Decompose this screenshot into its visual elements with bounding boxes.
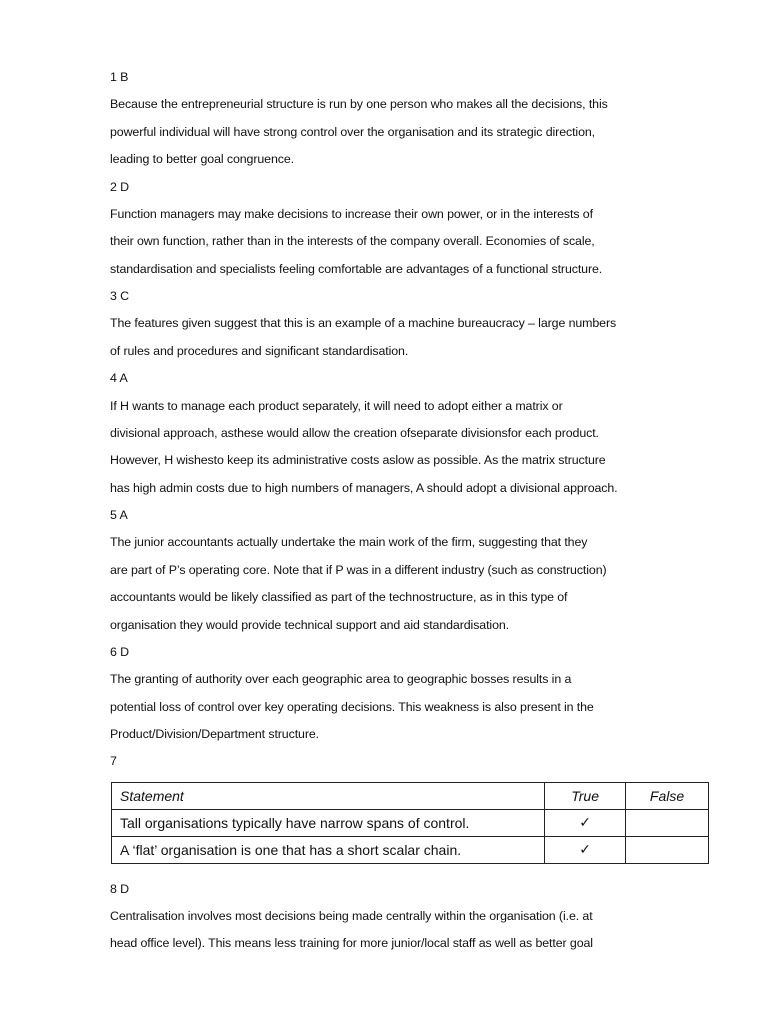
answer-text-line: accountants would be likely classified as part of the technostructure, as in this type of — [110, 590, 568, 604]
false-cell — [626, 810, 709, 837]
answer-text-line: Product/Division/Department structure. — [110, 727, 319, 741]
true-header: True — [545, 783, 626, 810]
table-row — [112, 837, 709, 864]
answer-text-line: are part of P’s operating core. Note that if P was in a different industry (such as construction) — [110, 563, 607, 577]
answer-heading-4: 4 A — [110, 371, 128, 385]
table-row — [112, 810, 709, 837]
true-check-icon: ✓ — [545, 810, 626, 837]
answer-text-line: Function managers may make decisions to increase their own power, or in the interests of — [110, 207, 593, 221]
answer-text-line: The junior accountants actually undertake the main work of the firm, suggesting that they — [110, 535, 588, 549]
false-header: False — [626, 783, 709, 810]
answer-text-line: standardisation and specialists feeling comfortable are advantages of a functional structure. — [110, 262, 603, 276]
answer-heading-7: 7 — [110, 754, 117, 768]
answer-heading-6: 6 D — [110, 645, 129, 659]
answer-text-line: potential loss of control over key operating decisions. This weakness is also present in the — [110, 700, 594, 714]
answer-text-line: leading to better goal congruence. — [110, 152, 294, 166]
true-false-table — [111, 782, 709, 864]
answer-text-line: divisional approach, asthese would allow the creation ofseparate divisionsfor each product. — [110, 426, 599, 440]
table-header-row — [112, 783, 709, 810]
answer-text-line: Because the entrepreneurial structure is run by one person who makes all the decisions, this — [110, 97, 608, 111]
statement-header: Statement — [112, 783, 545, 810]
answer-text-line: The features given suggest that this is an example of a machine bureaucracy – large numbers — [110, 316, 617, 330]
answer-text-line: has high admin costs due to high numbers of managers, A should adopt a divisional approach. — [110, 481, 618, 495]
answer-text-line: However, H wishesto keep its administrative costs aslow as possible. As the matrix structure — [110, 453, 606, 467]
answer-text-line: Centralisation involves most decisions being made centrally within the organisation (i.e. at — [110, 909, 593, 923]
statement-cell: Tall organisations typically have narrow spans of control. — [112, 810, 545, 837]
answer-text-line: their own function, rather than in the interests of the company overall. Economies of scale, — [110, 234, 595, 248]
answer-heading-8: 8 D — [110, 882, 129, 896]
answer-heading-5: 5 A — [110, 508, 128, 522]
answer-heading-3: 3 C — [110, 289, 129, 303]
answer-text-line: of rules and procedures and significant standardisation. — [110, 344, 409, 358]
true-check-icon: ✓ — [545, 837, 626, 864]
answer-heading-2: 2 D — [110, 180, 129, 194]
statement-cell: A ‘flat’ organisation is one that has a short scalar chain. — [112, 837, 545, 864]
answer-text-line: head office level). This means less training for more junior/local staff as well as better goal — [110, 936, 593, 950]
false-cell — [626, 837, 709, 864]
answer-text-line: If H wants to manage each product separately, it will need to adopt either a matrix or — [110, 399, 563, 413]
answer-text-line: powerful individual will have strong control over the organisation and its strategic direction, — [110, 125, 596, 139]
answer-text-line: organisation they would provide technical support and aid standardisation. — [110, 618, 509, 632]
answer-heading-1: 1 B — [110, 70, 129, 84]
answer-text-line: The granting of authority over each geographic area to geographic bosses results in a — [110, 672, 572, 686]
